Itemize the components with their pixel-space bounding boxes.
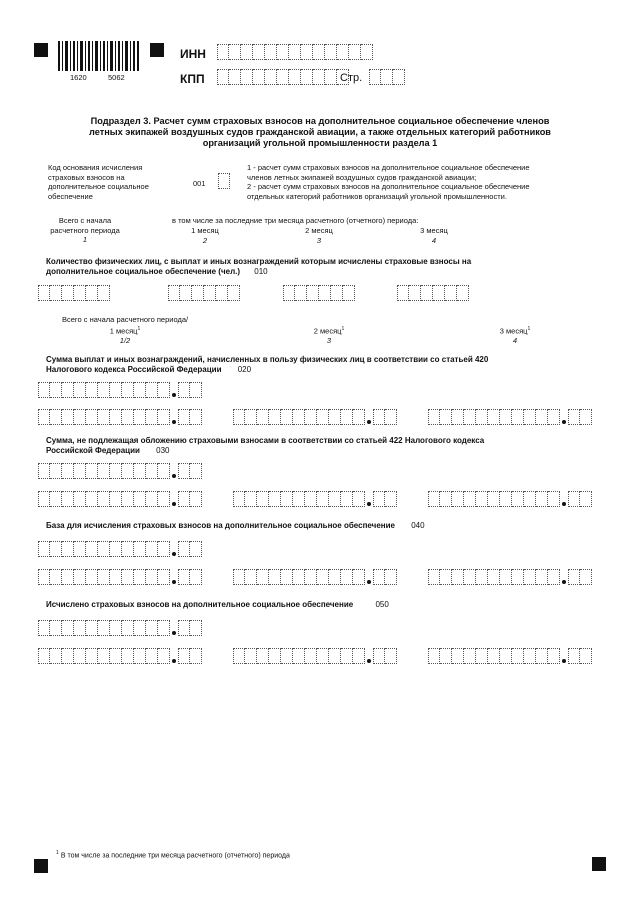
line-040-label: База для исчисления страховых взносов на дополнительное социальное обеспечение 040 (46, 521, 425, 530)
line-020-month2-field[interactable] (233, 409, 397, 427)
line-030-month3-field[interactable] (428, 491, 592, 509)
page-field[interactable] (369, 69, 405, 87)
title-line-3: организаций угольной промышленности раздела 1 (202, 138, 438, 148)
line-050-month3-field[interactable] (428, 648, 592, 666)
line-040-month1-field[interactable] (38, 569, 202, 587)
footnote-mark: 1 (56, 850, 59, 856)
line-020-total-field[interactable] (38, 382, 202, 400)
line-040-month2-field[interactable] (233, 569, 397, 587)
line-040-total-field[interactable] (38, 541, 202, 559)
period-month-2: 2 месяц 3 (305, 226, 333, 245)
line-040-month3-field[interactable] (428, 569, 592, 587)
footnote (56, 849, 290, 861)
kpp-label: КПП (180, 72, 205, 86)
period-total-label: Всего с начала расчетного периода 1 (50, 216, 120, 244)
corner-marker-top-left (34, 43, 48, 57)
basis-code: 001 (193, 179, 206, 188)
line-010-total-field[interactable] (38, 285, 110, 303)
inn-field[interactable] (217, 44, 373, 62)
barcode-number-left: 1620 (70, 73, 87, 82)
period2-month-2: 2 месяц$^1$ 3 (313, 326, 345, 345)
basis-field[interactable] (218, 173, 230, 191)
line-050-total-field[interactable] (38, 620, 202, 638)
barcode-number-right: 5062 (108, 73, 125, 82)
line-050-code: 050 (375, 600, 389, 609)
line-030-label: Сумма, не подлежащая обложению страховыми взносами в соответствии со статьей 422 Налогового кодекса Российской Федерации 030 (46, 436, 485, 455)
line-040-code: 040 (411, 521, 425, 530)
barcode-image (58, 41, 140, 71)
kpp-field[interactable] (217, 69, 349, 87)
period-last3-label: в том числе за последние три месяца расчетного (отчетного) периода: (172, 216, 419, 225)
period2-month-1: 1 месяц$^1$ 1/2 (109, 326, 141, 345)
line-020-month1-field[interactable] (38, 409, 202, 427)
corner-marker-bottom-right (592, 857, 606, 871)
line-030-total-field[interactable] (38, 463, 202, 481)
period-month-1: 1 месяц 2 (191, 226, 219, 245)
line-030-code: 030 (156, 446, 170, 455)
line-010-month2-field[interactable] (283, 285, 355, 303)
line-050-month1-field[interactable] (38, 648, 202, 666)
line-010-month3-field[interactable] (397, 285, 469, 303)
corner-marker-bottom-left (34, 859, 48, 873)
line-010-month1-field[interactable] (168, 285, 240, 303)
line-050-label: Исчислено страховых взносов на дополнительное социальное обеспечение 050 (46, 600, 389, 609)
period-month-3: 3 месяц 4 (420, 226, 448, 245)
line-030-month1-field[interactable] (38, 491, 202, 509)
corner-marker-top-right (150, 43, 164, 57)
basis-options: 1 - расчет сумм страховых взносов на дополнительное социальное обеспечение членов летных экипажей воздушных судов гражданской авиации; 2 - расчет сумм страховых взносов на дополнительное социальное обеспечение отдельных категорий работников организаций угольной промышленности. (247, 163, 530, 201)
title-line-1: Подраздел 3. Расчет сумм страховых взносов на дополнительное социальное обеспечение членов (90, 116, 550, 126)
line-010-label: Количество физических лиц, с выплат и иных вознаграждений которым исчислены страховые взносы на дополнительное социальное обеспечение (чел.) 010 (46, 257, 472, 276)
period2-total-label: Всего с начала расчетного периода/ (62, 315, 189, 324)
line-020-label: Сумма выплат и иных вознаграждений, начисленных в пользу физических лиц в соответствии со статьей 420 Налогового кодекса Российской Федерации 020 (46, 355, 489, 374)
line-020-code: 020 (237, 365, 252, 374)
section-title (40, 116, 600, 149)
title-line-2: летных экипажей воздушных судов гражданской авиации, а также отдельных категорий работников (89, 127, 551, 137)
line-020-month3-field[interactable] (428, 409, 592, 427)
line-050-month2-field[interactable] (233, 648, 397, 666)
barcode (58, 41, 140, 71)
footnote-text: В том числе за последние три месяца расчетного (отчетного) периода (60, 852, 290, 860)
inn-label: ИНН (180, 47, 206, 61)
line-010-code: 010 (254, 267, 268, 276)
page-label: Стр. (340, 72, 363, 84)
line-030-month2-field[interactable] (233, 491, 397, 509)
basis-label: Код основания исчисления страховых взносов на дополнительное социальное обеспечение (48, 163, 149, 201)
period2-month-3: 3 месяц$^1$ 4 (499, 326, 531, 345)
